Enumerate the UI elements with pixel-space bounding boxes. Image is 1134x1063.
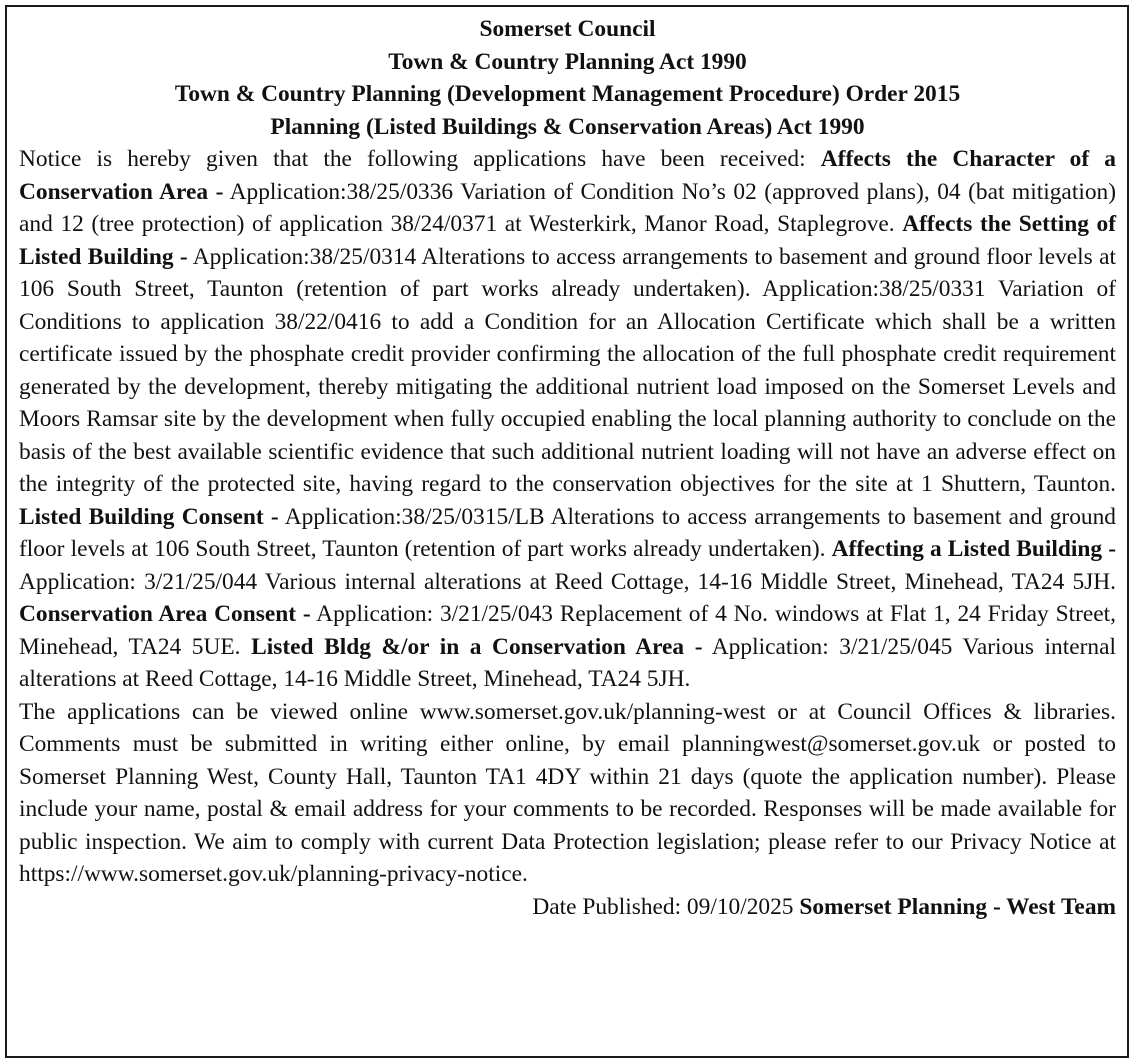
category-listed-setting: Affects the Setting of Listed Building - <box>19 211 1116 270</box>
application-details: Application: 3/21/25/045 Various internal alterations at Reed Cottage, 14-16 Middle Street, Minehead, TA24 5JH. <box>19 633 1116 692</box>
publication-footer <box>19 891 1116 924</box>
notice-intro: Notice is hereby given that the following applications have been received: <box>19 146 821 172</box>
listed-buildings-act-title: Planning (Listed Buildings & Conservation Areas) Act 1990 <box>270 113 865 140</box>
category-conservation-character: Affects the Character of a Conservation Area - <box>19 146 1117 205</box>
category-affecting-listed-building: Affecting a Listed Building - <box>831 536 1116 562</box>
viewing-and-comments-paragraph: The applications can be viewed online www.somerset.gov.uk/planning-west or at Council Offices & libraries. Comments must be submitted in writing either online, by email planningwest@somerset.gov.uk or posted to Somerset Planning West, County Hall, Taunton TA1 4DY within 21 days (quote the application number). Please include your name, postal & email address for your comments to be recorded. Responses will be made available for public inspection. We aim to comply with current Data Protection legislation; please refer to our Privacy Notice at https://www.somerset.gov.uk/planning-privacy-notice. <box>19 698 1116 887</box>
application-details: Application:38/25/0315/LB Alterations to access arrangements to basement and ground floor levels at 106 South Street, Taunton (retention of part works already undertaken). <box>19 503 1116 562</box>
category-listed-or-conservation: Listed Bldg &/or in a Conservation Area - <box>251 633 703 660</box>
public-notice <box>5 5 1129 1058</box>
category-conservation-area-consent: Conservation Area Consent - <box>19 601 311 627</box>
category-listed-building-consent: Listed Building Consent - <box>19 503 279 530</box>
date-published: Date Published: 09/10/2025 <box>532 893 800 920</box>
application-details: Application: 3/21/25/043 Replacement of 4 No. windows at Flat 1, 24 Friday Street, Minehead, TA24 5UE. <box>19 601 1116 660</box>
planning-team-signoff: Somerset Planning - West Team <box>799 893 1116 920</box>
act-title-1990: Town & Country Planning Act 1990 <box>388 48 747 75</box>
applications-paragraph <box>19 143 1116 696</box>
application-details: Application: 3/21/25/044 Various internal alterations at Reed Cottage, 14-16 Middle Street, Minehead, TA24 5JH. <box>19 568 1116 595</box>
application-details: Application:38/25/0336 Variation of Condition No’s 02 (approved plans), 04 (bat mitigation) and 12 (tree protection) of application 38/24/0371 at Westerkirk, Manor Road, Staplegrove. <box>19 178 1116 237</box>
council-name: Somerset Council <box>479 16 656 42</box>
order-title-2015: Town & Country Planning (Development Management Procedure) Order 2015 <box>174 81 961 107</box>
application-details: Application:38/25/0314 Alterations to access arrangements to basement and ground floor levels at 106 South Street, Taunton (retention of part works already undertaken). Application:38/25/0331 Variation of Conditions to application 38/22/0416 to add a Condition for an Allocation Certificate which shall be a written certificate issued by the phosphate credit provider confirming the allocation of the full phosphate credit requirement generated by the development, thereby mitigating the additional nutrient load imposed on the Somerset Levels and Moors Ramsar site by the development when fully occupied enabling the local planning authority to conclude on the basis of the best available scientific evidence that such additional nutrient loading will not have an adverse effect on the integrity of the protected site, having regard to the conservation objectives for the site at 1 Shuttern, Taunton. <box>19 243 1117 497</box>
